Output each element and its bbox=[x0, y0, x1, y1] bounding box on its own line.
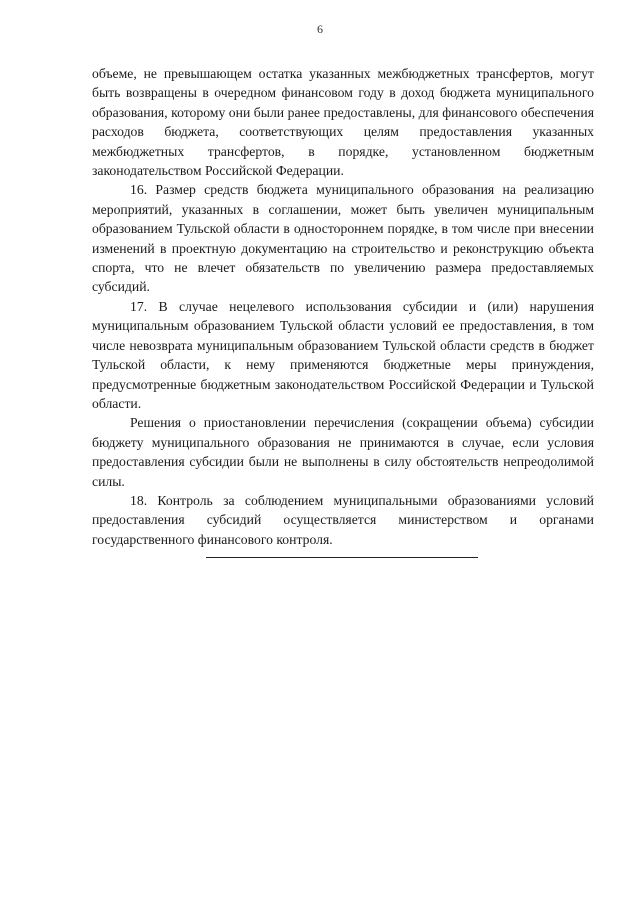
paragraph-continuation: объеме, не превышающем остатка указанных межбюджетных трансфертов, могут быть возвращены в очередном финансовом году в доход бюджета муниципального образования, которому они были ранее предоставлены, для финансового обеспечения расходов бюджета, соответствующих целям предоставления указанных межбюджетных трансфертов, в порядке, установленном бюджетным законодательством Российской Федерации. bbox=[92, 66, 594, 179]
paragraph-item-17: 17. В случае нецелевого использования субсидии и (или) нарушения муниципальным образованием Тульской области условий ее предоставления, в том числе невозврата муниципальным образованием Тульской области средств в бюджет Тульской области, к нему применяются бюджетные меры принуждения, предусмотренные бюджетным законодательством Российской Федерации и Тульской области. bbox=[92, 298, 594, 411]
end-of-document-line bbox=[206, 557, 478, 558]
paragraph-item-18: 18. Контроль за соблюдением муниципальными образованиями условий предоставления субсидий осуществляется министерством и органами государственного финансового контроля. bbox=[92, 492, 594, 547]
paragraph-item-16: 16. Размер средств бюджета муниципального образования на реализацию мероприятий, указанных в соглашении, может быть увеличен муниципальным образованием Тульской области в одностороннем порядке, в том числе при внесении изменений в проектную документацию на строительство и реконструкцию объекта спорта, что не влечет обязательств по увеличению размера предоставляемых субсидий. bbox=[92, 182, 594, 295]
paragraph-force-majeure: Решения о приостановлении перечисления (сокращении объема) субсидии бюджету муниципального образования не принимаются в случае, если условия предоставления субсидии были не выполнены в силу обстоятельств непреодолимой силы. bbox=[92, 415, 594, 489]
page-number: 6 bbox=[317, 22, 323, 36]
document-body bbox=[92, 64, 594, 549]
